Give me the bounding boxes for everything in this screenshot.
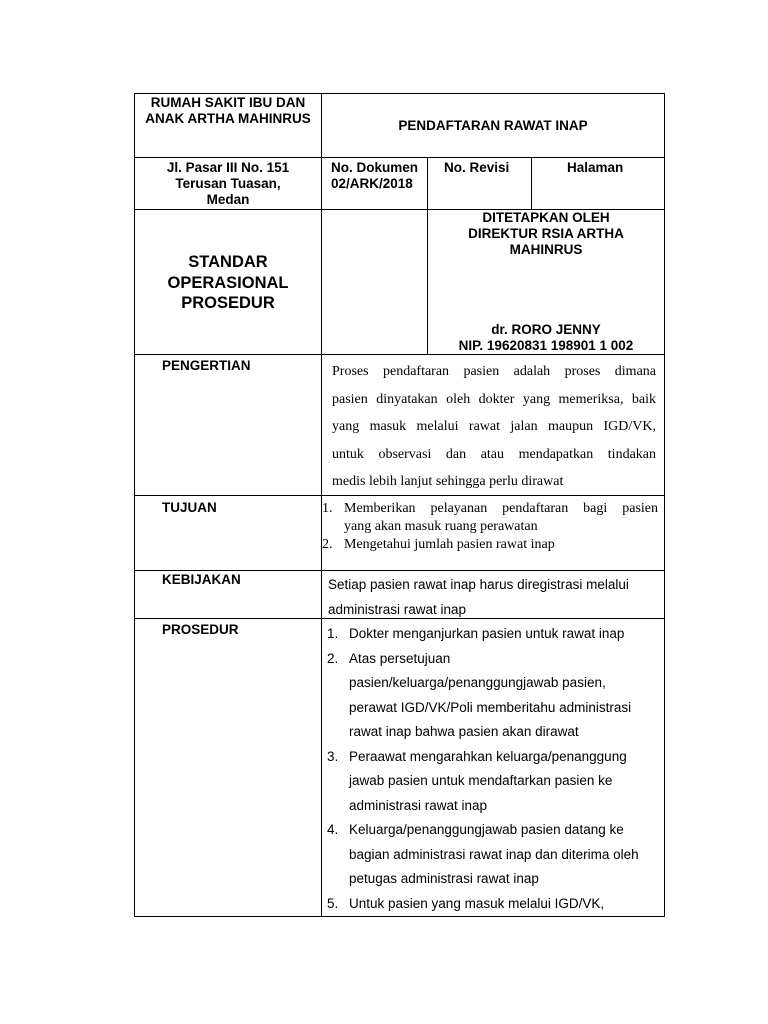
prosedur-step-text: Peraawat mengarahkan keluarga/penanggung <box>349 748 627 764</box>
prosedur-step-text: jawab pasien untuk mendaftarkan pasien ke <box>349 773 613 788</box>
list-item <box>322 536 658 554</box>
table-border-left <box>134 93 135 917</box>
page-label: Halaman <box>567 160 624 175</box>
prosedur-step-text: rawat inap bahwa pasien akan dirawat <box>349 724 579 739</box>
document-number-value: 02/ARK/2018 <box>331 176 413 191</box>
sop-title-line: OPERASIONAL <box>167 273 289 292</box>
pengertian-line: yang masuk melalui rawat jalan maupun IGD/VK, <box>332 419 656 434</box>
prosedur-step-text: bagian administrasi rawat inap dan diterima oleh <box>349 846 639 862</box>
tujuan-list <box>322 500 658 554</box>
prosedur-step-text: Keluarga/penanggungjawab pasien datang ke <box>349 822 624 837</box>
approval-line: DIREKTUR RSIA ARTHA <box>468 226 624 241</box>
kebijakan-line: Setiap pasien rawat inap harus diregistrasi melalui <box>328 577 629 592</box>
prosedur-step-text: Untuk pasien yang masuk melalui IGD/VK, <box>349 895 605 911</box>
sop-title-line: PROSEDUR <box>181 294 275 312</box>
prosedur-step-number: 3. <box>327 748 339 764</box>
address-line: Terusan Tuasan, <box>175 176 281 191</box>
address-line: Jl. Pasar III No. 151 <box>166 160 290 175</box>
hospital-name: RUMAH SAKIT IBU DAN ANAK ARTHA MAHINRUS <box>145 95 311 126</box>
director-name: dr. RORO JENNY <box>491 322 601 337</box>
prosedur-step-text: petugas administrasi rawat inap <box>349 871 539 886</box>
pengertian-text <box>332 358 656 496</box>
revision-label: No. Revisi <box>444 160 510 175</box>
document-number-label: No. Dokumen <box>331 160 419 175</box>
list-number: 1. <box>322 501 333 516</box>
prosedur-step-number: 2. <box>327 650 339 666</box>
prosedur-step-text: perawat IGD/VK/Poli memberitahu administrasi <box>349 699 632 715</box>
pengertian-label: PENGERTIAN <box>162 358 251 373</box>
header-cell-divider <box>531 157 532 210</box>
document-number <box>331 160 425 192</box>
list-item-text: yang akan masuk ruang perawatan <box>344 519 538 534</box>
kebijakan-text <box>328 572 658 622</box>
document-title: PENDAFTARAN RAWAT INAP <box>398 118 588 133</box>
prosedur-step <box>327 892 661 917</box>
director-signature-block <box>428 322 664 354</box>
prosedur-step-number: 5. <box>327 895 339 911</box>
row-divider <box>134 570 665 571</box>
prosedur-label: PROSEDUR <box>162 622 239 637</box>
director-nip: NIP. 19620831 198901 1 002 <box>458 338 634 353</box>
prosedur-step <box>327 622 661 647</box>
list-number: 2. <box>322 537 333 552</box>
kebijakan-label: KEBIJAKAN <box>162 572 241 587</box>
list-item <box>322 500 658 536</box>
sop-title <box>136 252 320 314</box>
tujuan-label: TUJUAN <box>162 500 217 515</box>
prosedur-step <box>327 647 661 745</box>
pengertian-line: pasien dinyatakan oleh dokter yang memeriksa, baik <box>332 391 656 407</box>
prosedur-list <box>327 622 661 916</box>
table-border-bottom <box>134 916 665 917</box>
prosedur-step-text: pasien/keluarga/penanggungjawab pasien, <box>349 675 606 690</box>
kebijakan-line: administrasi rawat inap <box>328 602 467 617</box>
prosedur-step-text: Atas persetujuan <box>349 650 451 666</box>
approval-line: DITETAPKAN OLEH <box>482 210 610 225</box>
pengertian-line: medis lebih lanjut sehingga perlu dirawat <box>332 474 564 489</box>
prosedur-step <box>327 818 661 892</box>
approval-statement <box>428 210 664 258</box>
approval-line: MAHINRUS <box>509 242 583 257</box>
prosedur-step-text: administrasi rawat inap <box>349 797 488 813</box>
row-divider <box>134 157 665 158</box>
list-item-text: Mengetahui jumlah pasien rawat inap <box>344 537 555 552</box>
sop-title-line: STANDAR <box>188 253 268 271</box>
row-divider <box>134 354 665 355</box>
prosedur-step-number: 4. <box>327 822 339 837</box>
list-item-text: Memberikan pelayanan pendaftaran bagi pasien <box>344 501 658 516</box>
table-border-top <box>134 93 665 94</box>
prosedur-step-text: Dokter menganjurkan pasien untuk rawat inap <box>349 626 625 641</box>
prosedur-step-number: 1. <box>327 626 339 641</box>
address-line: Medan <box>206 192 250 207</box>
pengertian-line: untuk observasi dan atau mendapatkan tindakan <box>332 446 656 462</box>
hospital-address <box>140 160 316 208</box>
prosedur-step <box>327 745 661 819</box>
table-border-right <box>664 93 665 917</box>
pengertian-line: Proses pendaftaran pasien adalah proses dimana <box>332 364 656 379</box>
